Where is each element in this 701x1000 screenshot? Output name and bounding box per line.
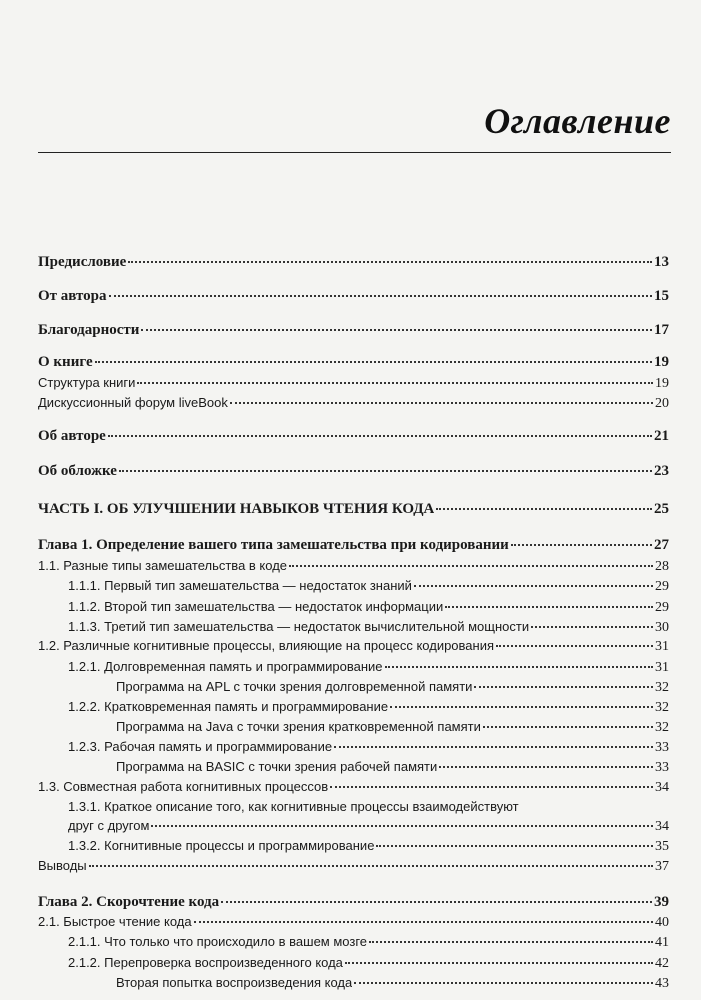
- page-number: 40: [655, 915, 669, 930]
- page-number: 37: [655, 859, 669, 874]
- page-number: 39: [654, 894, 669, 910]
- toc-subsection[interactable]: 1.1.1. Первый тип замешательства — недостаток знаний 29: [68, 578, 669, 594]
- toc-entry[interactable]: Об обложке 23: [38, 463, 669, 479]
- page-number: 19: [655, 376, 669, 391]
- toc-subsection[interactable]: 1.2.3. Рабочая память и программирование 33: [68, 739, 669, 755]
- page-number: 20: [655, 396, 669, 411]
- toc-subsection[interactable]: 1.3.2. Когнитивные процессы и программирование 35: [68, 838, 669, 854]
- page-number: 32: [655, 680, 669, 695]
- page-number: 33: [655, 740, 669, 755]
- toc-item[interactable]: Программа на Java с точки зрения кратковременной памяти 32: [116, 719, 669, 735]
- page-number: 32: [655, 720, 669, 735]
- toc-subsection[interactable]: 1.1.3. Третий тип замешательства — недостаток вычислительной мощности 30: [68, 619, 669, 635]
- toc-entry[interactable]: Дискуссионный форум liveBook 20: [38, 395, 669, 411]
- toc-chapter[interactable]: Глава 2. Скорочтение кода 39: [38, 894, 669, 910]
- page-number: 34: [655, 819, 669, 834]
- page-number: 41: [655, 935, 669, 950]
- toc-section[interactable]: 1.3. Совместная работа когнитивных процессов 34: [38, 779, 669, 795]
- page-number: 35: [655, 839, 669, 854]
- toc-section[interactable]: Выводы 37: [38, 858, 669, 874]
- page-number: 25: [654, 501, 669, 517]
- toc-item[interactable]: Вторая попытка воспроизведения кода 43: [116, 975, 669, 991]
- page-number: 27: [654, 537, 669, 553]
- toc-entry[interactable]: О книге 19: [38, 354, 669, 370]
- toc-item[interactable]: Программа на APL с точки зрения долговременной памяти 32: [116, 679, 669, 695]
- page-number: 43: [655, 976, 669, 991]
- toc-subsection[interactable]: 2.1.2. Перепроверка воспроизведенного кода 42: [68, 955, 669, 971]
- toc-entry[interactable]: От автора 15: [38, 288, 669, 304]
- page-number: 32: [655, 700, 669, 715]
- toc-section[interactable]: 2.1. Быстрое чтение кода 40: [38, 914, 669, 930]
- toc-subsection[interactable]: 1.2.1. Долговременная память и программирование 31: [68, 659, 669, 675]
- toc-entry[interactable]: Предисловие 13: [38, 254, 669, 270]
- toc-section[interactable]: 1.2. Различные когнитивные процессы, влияющие на процесс кодирования 31: [38, 638, 669, 654]
- toc-entry[interactable]: Об авторе 21: [38, 428, 669, 444]
- page-number: 31: [655, 639, 669, 654]
- page-number: 21: [654, 428, 669, 444]
- page-number: 23: [654, 463, 669, 479]
- title-rule: [38, 152, 671, 153]
- toc-subsection-line: 1.3.1. Краткое описание того, как когнитивные процессы взаимодействуют: [68, 799, 519, 814]
- toc-subsection[interactable]: 1.1.2. Второй тип замешательства — недостаток информации 29: [68, 599, 669, 615]
- page-title: Оглавление: [484, 101, 671, 141]
- page-number: 29: [655, 600, 669, 615]
- page-number: 28: [655, 559, 669, 574]
- page-number: 29: [655, 579, 669, 594]
- toc-entry[interactable]: Структура книги 19: [38, 375, 669, 391]
- page-number: 15: [654, 288, 669, 304]
- page-number: 17: [654, 322, 669, 338]
- toc-chapter[interactable]: Глава 1. Определение вашего типа замешательства при кодировании 27: [38, 537, 669, 553]
- page-number: 42: [655, 956, 669, 971]
- toc-subsection[interactable]: друг с другом 34: [68, 818, 669, 834]
- toc-part-heading[interactable]: ЧАСТЬ I. ОБ УЛУЧШЕНИИ НАВЫКОВ ЧТЕНИЯ КОДА 25: [38, 501, 669, 517]
- toc-entry[interactable]: Благодарности 17: [38, 322, 669, 338]
- page-number: 13: [654, 254, 669, 270]
- page-number: 31: [655, 660, 669, 675]
- page-number: 30: [655, 620, 669, 635]
- page-number: 33: [655, 760, 669, 775]
- bleed-through-text: [24, 0, 677, 105]
- page-number: 19: [654, 354, 669, 370]
- toc-subsection[interactable]: 2.1.1. Что только что происходило в вашем мозге 41: [68, 934, 669, 950]
- toc-section[interactable]: 1.1. Разные типы замешательства в коде 28: [38, 558, 669, 574]
- toc-subsection[interactable]: 1.2.2. Кратковременная память и программирование 32: [68, 699, 669, 715]
- toc-item[interactable]: Программа на BASIC с точки зрения рабочей памяти 33: [116, 759, 669, 775]
- page-number: 34: [655, 780, 669, 795]
